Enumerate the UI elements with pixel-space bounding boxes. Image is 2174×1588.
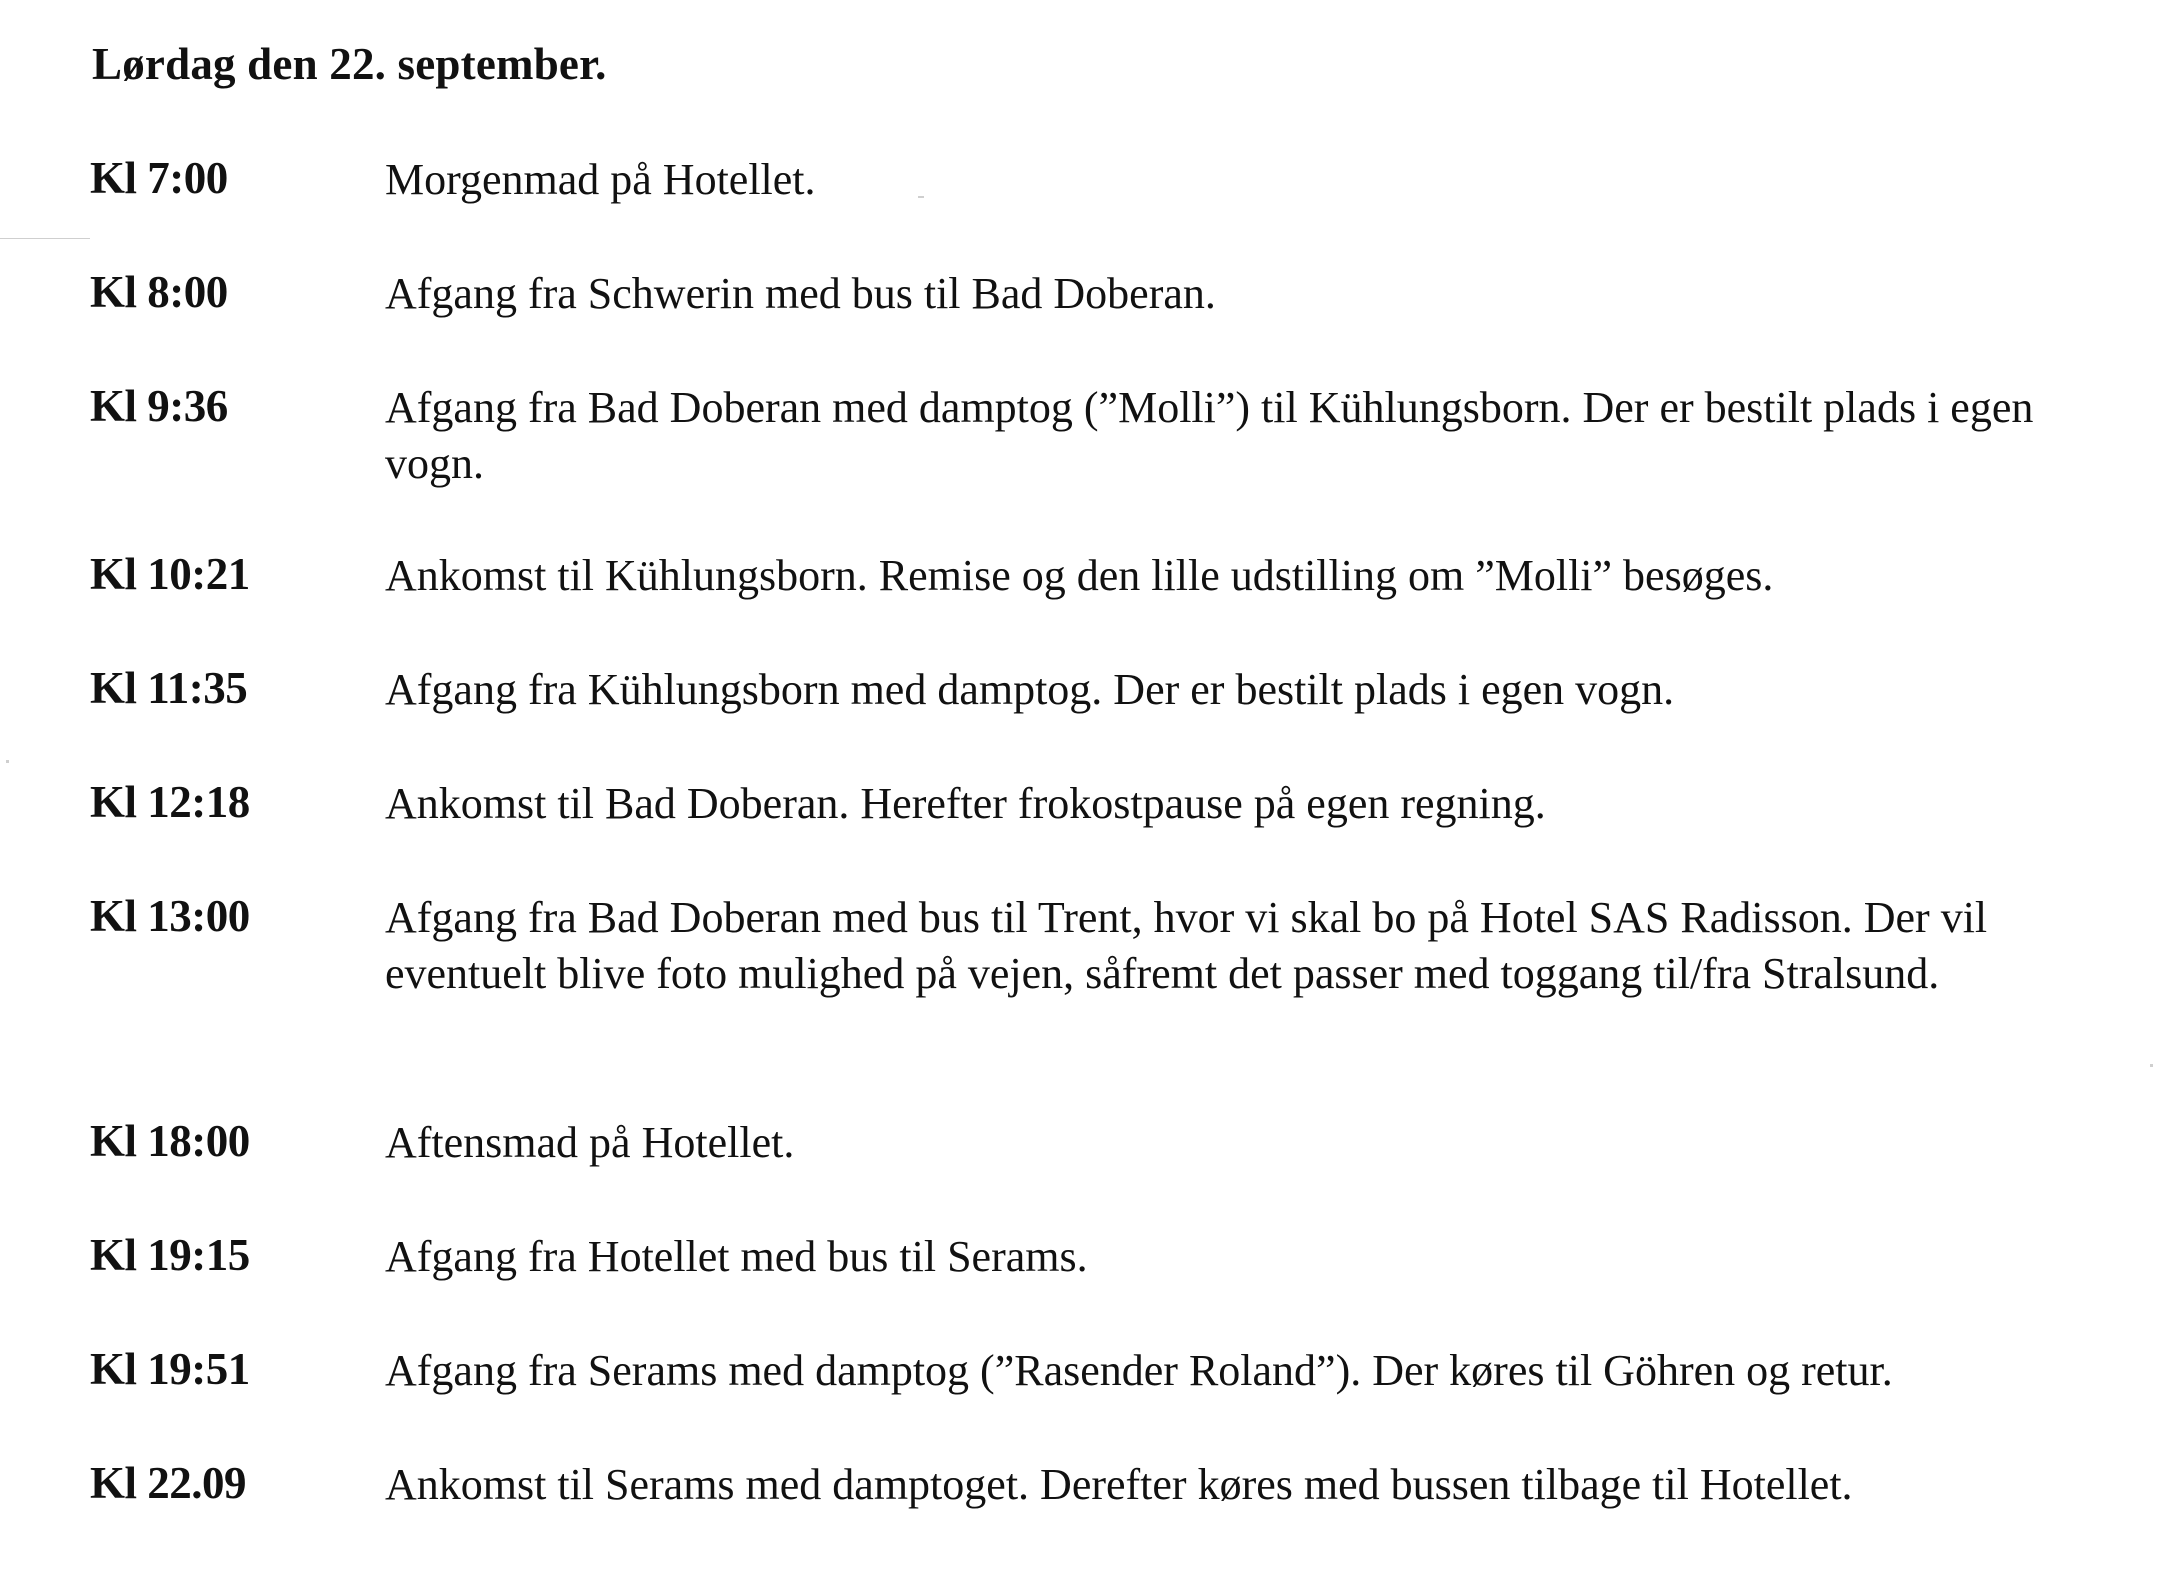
page-heading: Lørdag den 22. september.	[92, 39, 607, 89]
schedule-description: Afgang fra Kühlungsborn med damptog. Der er bestilt plads i egen vogn.	[385, 665, 1675, 714]
schedule-time: Kl 12:18	[90, 777, 250, 827]
scan-speck	[2150, 1064, 2153, 1067]
schedule-description: Afgang fra Serams med damptog (”Rasender Roland”). Der køres til Göhren og retur.	[385, 1346, 1893, 1395]
scan-speck	[6, 760, 9, 763]
schedule-description: Ankomst til Kühlungsborn. Remise og den lille udstilling om ”Molli” besøges.	[385, 551, 1774, 600]
schedule-time: Kl 13:00	[90, 891, 250, 941]
schedule-time: Kl 7:00	[90, 153, 228, 203]
scan-speck	[0, 238, 90, 239]
schedule-time: Kl 10:21	[90, 549, 250, 599]
schedule-description: Ankomst til Serams med damptoget. Derefter køres med bussen tilbage til Hotellet.	[385, 1460, 1853, 1509]
schedule-description: Aftensmad på Hotellet.	[385, 1118, 795, 1167]
scan-speck	[918, 196, 924, 198]
schedule-description: Afgang fra Schwerin med bus til Bad Doberan.	[385, 269, 1216, 318]
schedule-time: Kl 8:00	[90, 267, 228, 317]
schedule-time: Kl 22.09	[90, 1458, 247, 1508]
schedule-time: Kl 11:35	[90, 663, 248, 713]
schedule-time: Kl 9:36	[90, 381, 228, 431]
schedule-description: Morgenmad på Hotellet.	[385, 155, 816, 204]
schedule-description: Afgang fra Bad Doberan med damptog (”Molli”) til Kühlungsborn. Der er bestilt plads i egen vogn.	[385, 383, 2034, 488]
schedule-time: Kl 18:00	[90, 1116, 250, 1166]
schedule-description: Afgang fra Hotellet med bus til Serams.	[385, 1232, 1088, 1281]
schedule-description: Afgang fra Bad Doberan med bus til Trent, hvor vi skal bo på Hotel SAS Radisson. Der vil eventuelt blive foto mulighed på vejen, såfremt det passer med toggang til/fra Stralsund.	[385, 893, 1988, 998]
schedule-time: Kl 19:51	[90, 1344, 250, 1394]
schedule-time: Kl 19:15	[90, 1230, 250, 1280]
schedule-description: Ankomst til Bad Doberan. Herefter frokostpause på egen regning.	[385, 779, 1546, 828]
